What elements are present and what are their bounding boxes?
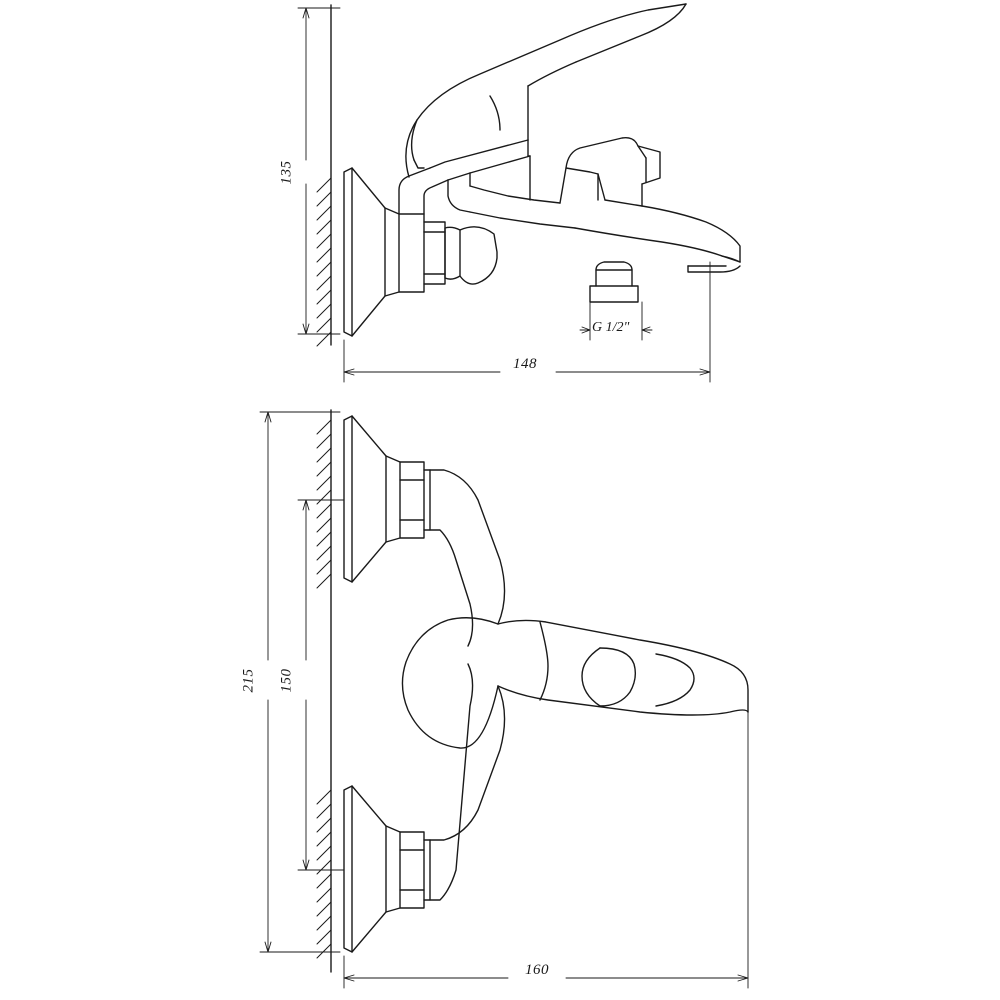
dimension-side-width: 148	[513, 356, 537, 372]
dimension-front-total-height: 215	[240, 668, 257, 693]
dimension-side-height: 135	[278, 160, 295, 185]
dimension-front-width: 160	[525, 962, 549, 978]
front-view-geometry	[317, 410, 748, 972]
side-view-geometry	[317, 4, 740, 346]
front-view-dimensions	[260, 412, 748, 988]
dimension-thread-size: G 1/2"	[592, 320, 630, 335]
dimension-front-center-height: 150	[278, 668, 295, 693]
